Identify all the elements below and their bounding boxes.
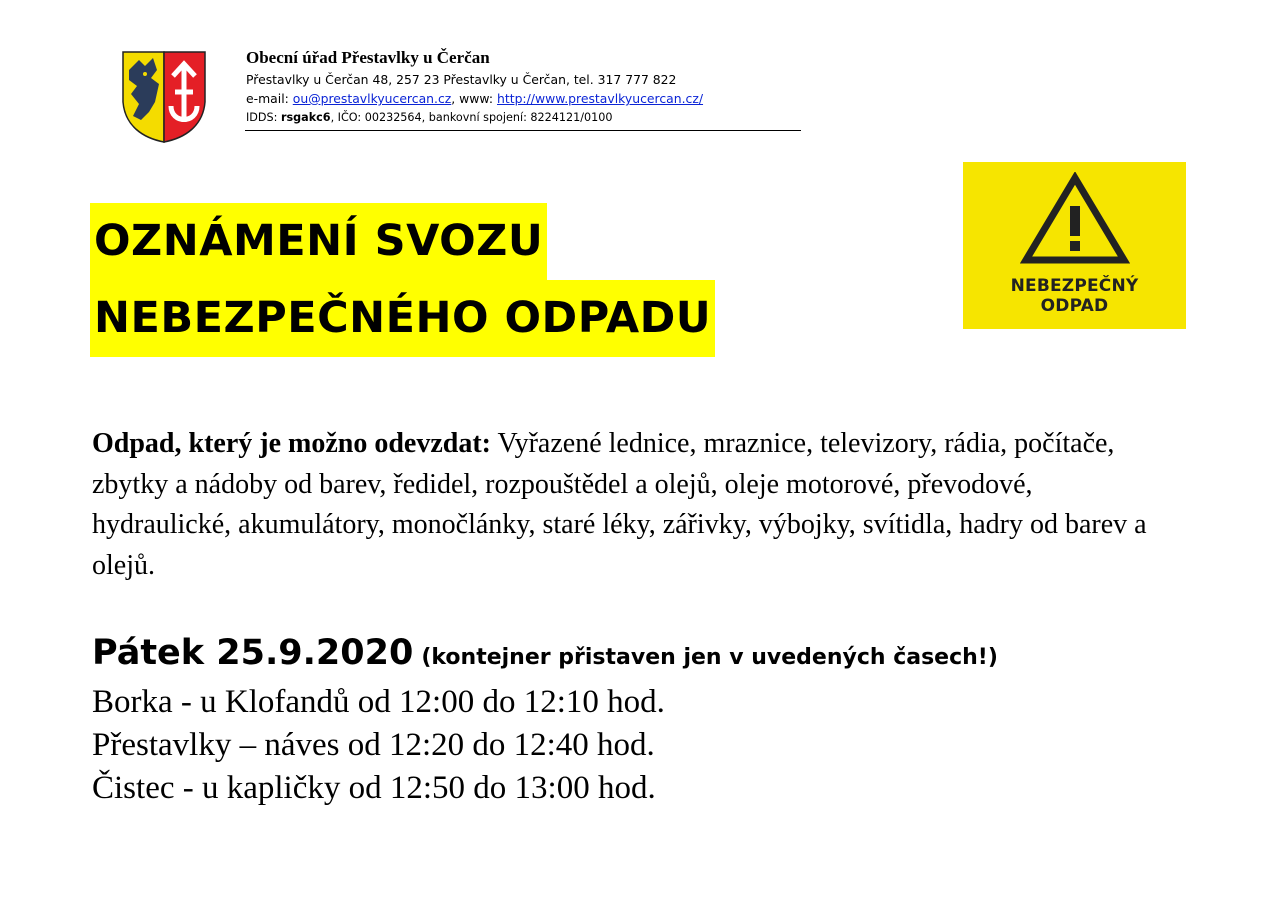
warning-label [963, 276, 1186, 316]
warning-label-line2: ODPAD [1040, 296, 1109, 316]
email-link[interactable]: ou@prestavlkyucercan.cz [292, 91, 452, 106]
schedule-stop: Čistec - u kapličky od 12:50 do 13:00 hod. [92, 770, 656, 806]
coat-of-arms-icon [121, 50, 207, 144]
ids-details: , IČO: 00232564, bankovní spojení: 8224121/0100 [330, 111, 613, 124]
collection-note: (kontejner přistaven jen v uvedených časech!) [421, 645, 998, 670]
website-link[interactable]: http://www.prestavlkyucercan.cz/ [497, 91, 704, 106]
warning-triangle-icon [1020, 172, 1130, 268]
schedule-stop: Přestavlky – náves od 12:20 do 12:40 hod. [92, 727, 655, 763]
warning-label-line1: NEBEZPEČNÝ [1010, 276, 1139, 296]
www-prefix: , www: [451, 91, 497, 106]
letterhead-divider [245, 130, 801, 131]
hazardous-waste-sign [963, 162, 1186, 329]
collection-schedule [92, 681, 665, 810]
office-address: Přestavlky u Čerčan 48, 257 23 Přestavlky u Čerčan, tel. 317 777 822 [246, 72, 677, 87]
idds-value: rsgakc6 [280, 111, 331, 124]
accepted-waste-lead: Odpad, který je možno odevzdat: [92, 428, 491, 459]
collection-date: Pátek 25.9.2020 [92, 633, 414, 673]
email-prefix: e-mail: [246, 91, 293, 106]
collection-date-line [92, 628, 998, 683]
notice-title-line1: OZNÁMENÍ SVOZU [90, 203, 547, 280]
accepted-waste-paragraph [92, 424, 1172, 586]
letterhead [246, 48, 806, 127]
office-name: Obecní úřad Přestavlky u Čerčan [246, 48, 490, 67]
accepted-waste-items: Vyřazené lednice, mraznice, televizory, rádia, počítače, zbytky a nádoby od barev, ředidel, rozpouštědel a olejů, oleje motorové, převodové, hydraulické, akumulátory, monočlánky, staré léky, zářivky, výbojky, svítidla, hadry od barev a olejů. [92, 428, 1147, 581]
office-ids [246, 108, 806, 127]
office-contacts [246, 89, 806, 108]
notice-title-line2: NEBEZPEČNÉHO ODPADU [90, 280, 715, 357]
idds-label: IDDS: [246, 111, 281, 124]
schedule-stop: Borka - u Klofandů od 12:00 do 12:10 hod. [92, 684, 665, 720]
